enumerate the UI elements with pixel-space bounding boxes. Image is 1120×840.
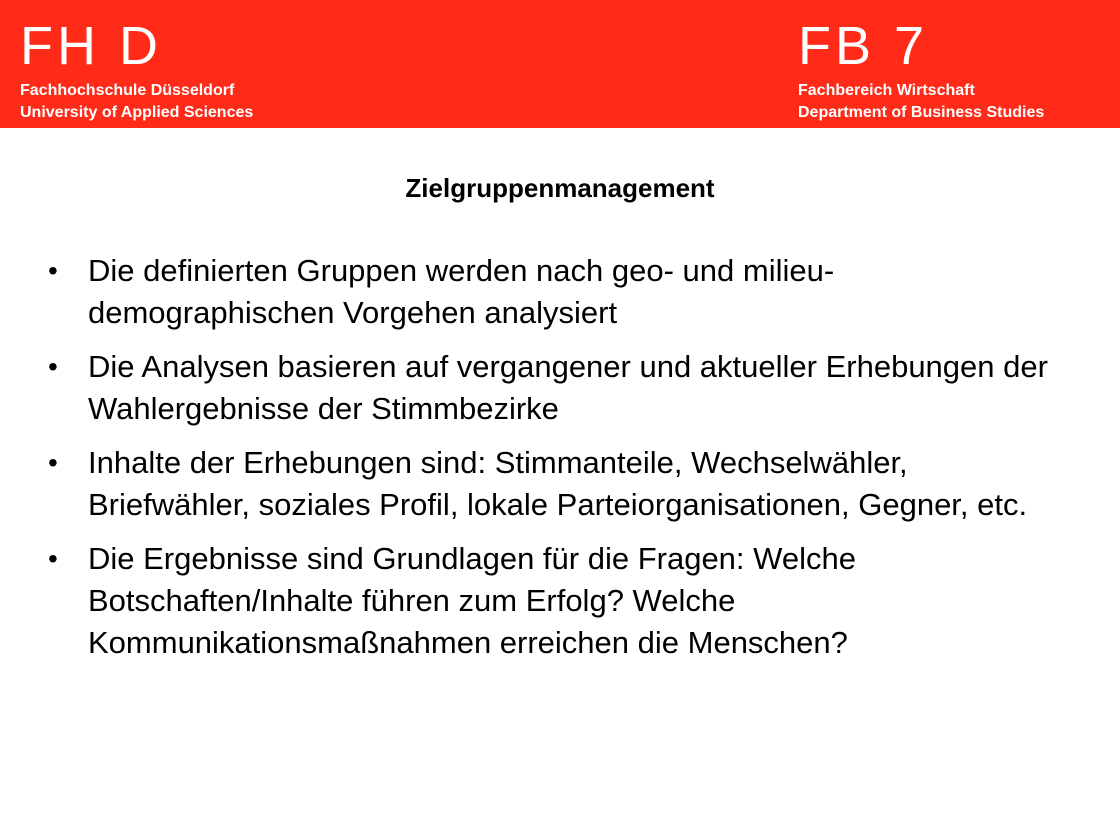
- bullet-marker: •: [48, 255, 58, 286]
- department-name: Fachbereich Wirtschaft: [798, 82, 975, 99]
- bullet-text: Die Ergebnisse sind Grundlagen für die Fragen: Welche Botschaften/Inhalte führen zum Erfolg? Welche Kommunikationsmaßnahmen erreichen die Menschen?: [88, 541, 856, 660]
- university-name: Fachhochschule Düsseldorf: [20, 82, 235, 99]
- bullet-marker: •: [48, 447, 58, 478]
- university-logo-mark: FH D: [20, 16, 162, 76]
- bullet-text: Inhalte der Erhebungen sind: Stimmanteile, Wechselwähler, Briefwähler, soziales Profil, lokale Parteiorganisationen, Gegner, etc.: [88, 445, 1028, 522]
- university-logo: [20, 18, 253, 124]
- bullet-list: [48, 250, 1078, 676]
- bullet-item: [48, 346, 1078, 430]
- bullet-text: Die definierten Gruppen werden nach geo- und milieu-demographischen Vorgehen analysiert: [88, 253, 835, 330]
- bullet-item: [48, 442, 1078, 526]
- bullet-item: [48, 250, 1078, 334]
- university-name-english: University of Applied Sciences: [20, 104, 254, 121]
- bullet-item: [48, 538, 1078, 664]
- slide-title: Zielgruppenmanagement: [405, 173, 715, 203]
- bullet-marker: •: [48, 543, 58, 574]
- bullet-text: Die Analysen basieren auf vergangener und aktueller Erhebungen der Wahlergebnisse der Stimmbezirke: [88, 349, 1048, 426]
- department-logo: [798, 18, 1044, 124]
- bullet-marker: •: [48, 351, 58, 382]
- department-name-english: Department of Business Studies: [798, 104, 1045, 121]
- header-banner: [0, 0, 1120, 128]
- department-logo-mark: FB 7: [798, 16, 929, 76]
